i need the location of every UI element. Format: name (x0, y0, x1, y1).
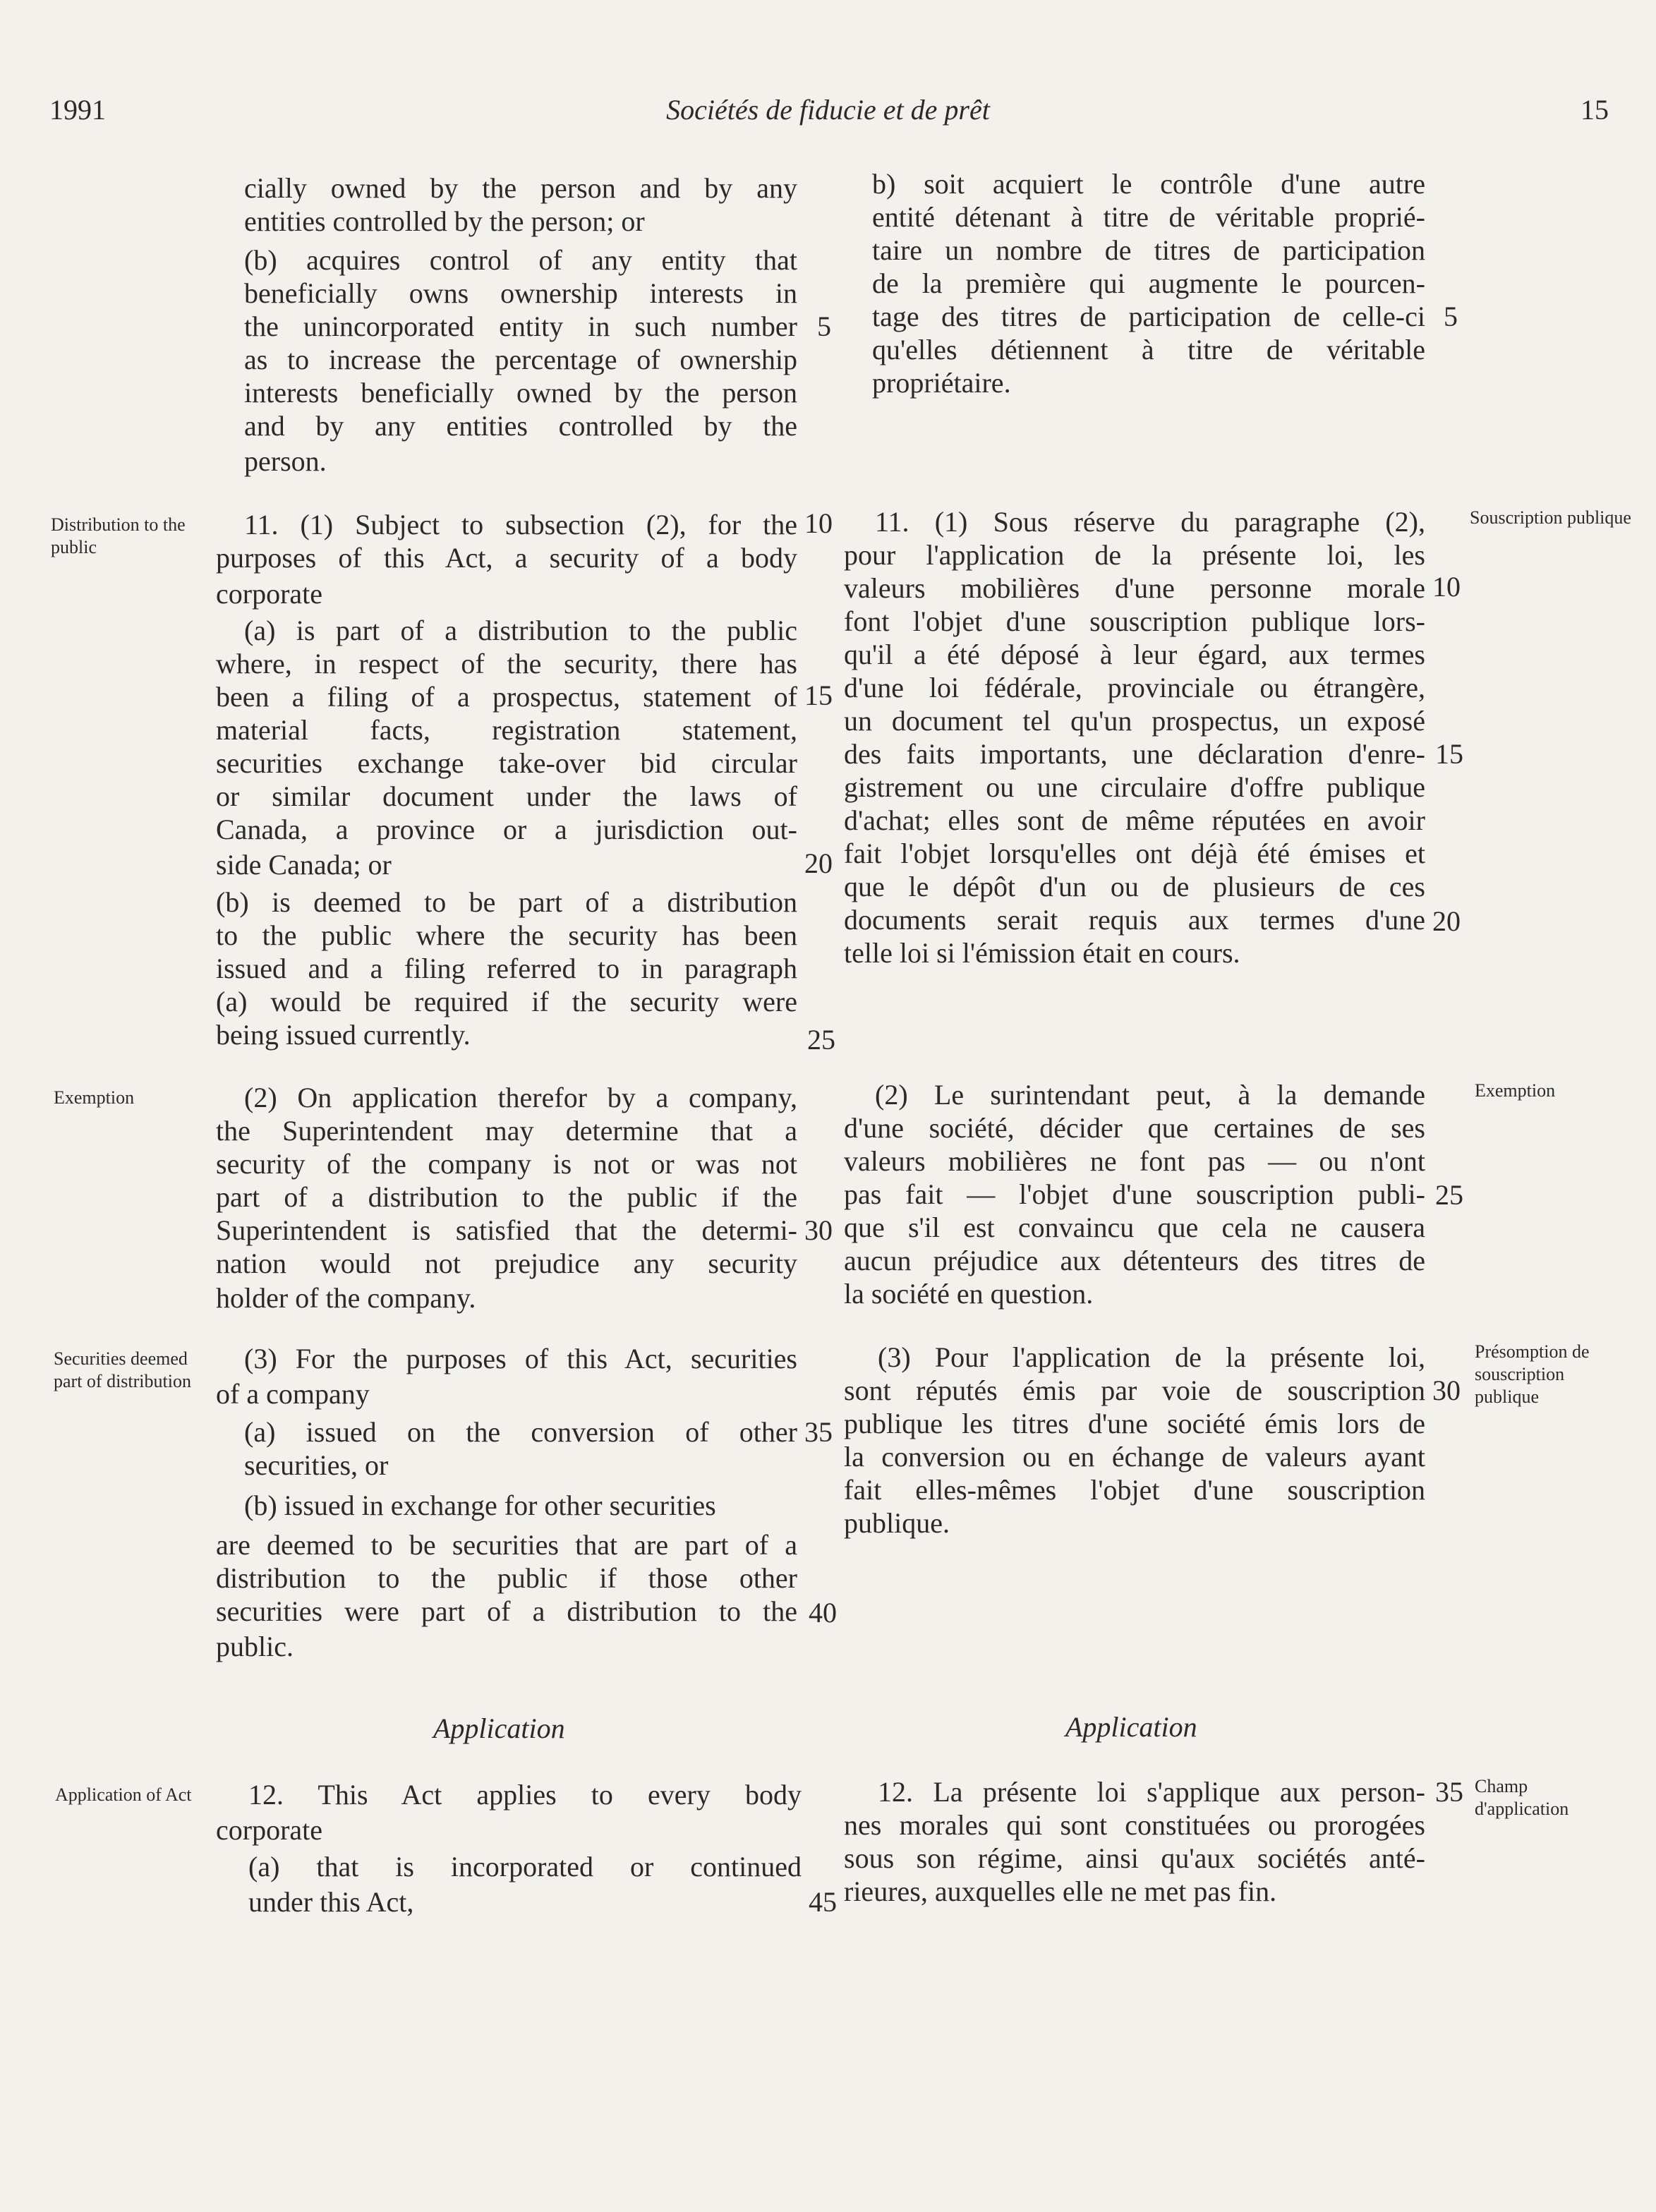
line-number: 25 (807, 1024, 835, 1056)
margin-note-application-fr: Champ d'application (1475, 1776, 1569, 1819)
english-line: entities controlled by the person; or (244, 205, 645, 237)
french-line: la conversion ou en échange de valeurs ayant (844, 1441, 1425, 1473)
french-line: sont réputés émis par voie de souscription (844, 1374, 1425, 1406)
french-line: (2) Le surintendant peut, à la demande (875, 1079, 1425, 1111)
english-line: to the public where the security has been (216, 919, 797, 951)
french-line: font l'objet d'une souscription publique lors- (844, 605, 1425, 637)
margin-note-deemed-en: Securities deemed part of distribution (54, 1348, 191, 1391)
french-line: gistrement ou une circulaire d'offre publique (844, 771, 1425, 803)
french-line: pour l'application de la présente loi, les (844, 539, 1425, 571)
margin-note-exemption-fr: Exemption (1475, 1080, 1556, 1101)
english-line: purposes of this Act, a security of a body (216, 542, 797, 574)
english-line: issued and a filing referred to in paragraph (216, 953, 797, 984)
english-line: as to increase the percentage of ownership (244, 344, 797, 375)
french-line: qu'elles détiennent à titre de véritable (872, 334, 1425, 365)
english-line: side Canada; or (216, 849, 392, 881)
french-line: valeurs mobilières ne font pas — ou n'ont (844, 1145, 1425, 1177)
english-line: securities, or (244, 1449, 389, 1481)
running-title: Sociétés de fiducie et de prêt (666, 94, 990, 126)
french-line: nes morales qui sont constituées ou prorogées (844, 1809, 1425, 1841)
line-number: 10 (804, 507, 833, 539)
english-line: being issued currently. (216, 1019, 471, 1051)
english-line: or similar document under the laws of (216, 780, 797, 812)
french-line: tage des titres de participation de celle-ci (872, 301, 1425, 332)
english-line: (2) On application therefor by a company, (244, 1082, 797, 1113)
english-line: and by any entities controlled by the (244, 410, 797, 442)
french-line: d'achat; elles sont de même réputées en avoir (844, 804, 1425, 836)
line-number: 10 (1432, 571, 1461, 603)
english-line: (b) is deemed to be part of a distribution (216, 886, 797, 918)
english-line: (a) is part of a distribution to the public (244, 615, 797, 646)
french-line: 11. (1) Sous réserve du paragraphe (2), (875, 506, 1425, 538)
line-number: 30 (1432, 1374, 1461, 1406)
french-line: la société en question. (844, 1278, 1094, 1310)
french-line: telle loi si l'émission était en cours. (844, 937, 1240, 969)
english-line: the unincorporated entity in such number (244, 310, 797, 342)
french-line: publique. (844, 1507, 950, 1539)
french-line: fait l'objet lorsqu'elles ont déjà été émises et (844, 838, 1425, 869)
english-line: security of the company is not or was not (216, 1148, 797, 1180)
line-number: 5 (1444, 301, 1458, 332)
french-line: d'une loi fédérale, provinciale ou étrangère, (844, 672, 1425, 703)
french-line: aucun préjudice aux détenteurs des titres de (844, 1245, 1425, 1276)
english-line: (b) acquires control of any entity that (244, 244, 797, 276)
margin-note-distribution-fr: Souscription publique (1470, 507, 1631, 528)
line-number: 15 (804, 679, 833, 711)
english-line: corporate (216, 1814, 323, 1846)
french-line: propriétaire. (872, 367, 1011, 399)
margin-note-exemption-en: Exemption (54, 1087, 135, 1108)
french-line: sous son régime, ainsi qu'aux sociétés anté- (844, 1842, 1425, 1874)
french-line: que le dépôt d'un ou de plusieurs de ces (844, 871, 1425, 902)
english-line: (a) issued on the conversion of other (244, 1416, 797, 1448)
english-line: of a company (216, 1378, 370, 1410)
english-line: public. (216, 1631, 294, 1662)
english-line: (a) would be required if the security were (216, 986, 797, 1017)
english-line: securities were part of a distribution to the (216, 1595, 797, 1627)
year: 1991 (49, 94, 106, 126)
page-number: 15 (1581, 94, 1609, 126)
margin-note-deemed-fr: Présomption de souscription publique (1475, 1341, 1590, 1407)
english-line: nation would not prejudice any security (216, 1247, 797, 1279)
english-line: Superintendent is satisfied that the determi- (216, 1214, 797, 1246)
english-line: beneficially owns ownership interests in (244, 277, 797, 309)
french-line: qu'il a été déposé à leur égard, aux termes (844, 639, 1425, 670)
french-line: que s'il est convaincu que cela ne causera (844, 1211, 1425, 1243)
english-line: under this Act, (248, 1886, 414, 1918)
french-line: publique les titres d'une société émis lors de (844, 1408, 1425, 1439)
english-line: (b) issued in exchange for other securities (244, 1489, 716, 1521)
subhead-application-fr: Application (1065, 1711, 1197, 1743)
english-line: 11. (1) Subject to subsection (2), for the (244, 509, 797, 540)
english-line: cially owned by the person and by any (244, 172, 797, 204)
english-line: distribution to the public if those other (216, 1562, 797, 1594)
margin-note-application-en: Application of Act (55, 1784, 192, 1805)
english-line: person. (244, 445, 327, 477)
english-line: material facts, registration statement, (216, 714, 797, 746)
english-line: (3) For the purposes of this Act, securities (244, 1343, 797, 1374)
line-number: 15 (1435, 738, 1463, 770)
french-line: des faits importants, une déclaration d'enre- (844, 738, 1425, 770)
english-line: are deemed to be securities that are part of a (216, 1529, 797, 1561)
french-line: fait elles-mêmes l'objet d'une souscription (844, 1474, 1425, 1506)
subhead-application-en: Application (433, 1712, 565, 1744)
french-line: entité détenant à titre de véritable proprié- (872, 201, 1425, 233)
french-line: documents serait requis aux termes d'une (844, 904, 1425, 936)
line-number: 35 (1435, 1776, 1463, 1808)
english-line: corporate (216, 578, 323, 610)
line-number: 25 (1435, 1179, 1463, 1211)
line-number: 45 (809, 1886, 837, 1918)
english-line: Canada, a province or a jurisdiction out- (216, 814, 797, 845)
english-line: 12. This Act applies to every body (248, 1779, 802, 1811)
french-line: b) soit acquiert le contrôle d'une autre (872, 168, 1425, 200)
english-line: the Superintendent may determine that a (216, 1115, 797, 1147)
line-number: 30 (804, 1214, 833, 1246)
french-line: de la première qui augmente le pourcen- (872, 267, 1425, 299)
english-line: been a filing of a prospectus, statement of (216, 681, 797, 713)
line-number: 20 (804, 847, 833, 879)
english-line: interests beneficially owned by the person (244, 377, 797, 409)
line-number: 35 (804, 1416, 833, 1448)
french-line: valeurs mobilières d'une personne morale (844, 572, 1425, 604)
french-line: 12. La présente loi s'applique aux person- (878, 1776, 1425, 1808)
english-line: holder of the company. (216, 1282, 476, 1314)
english-line: part of a distribution to the public if the (216, 1181, 797, 1213)
french-line: un document tel qu'un prospectus, un exposé (844, 705, 1425, 737)
margin-note-distribution-en: Distribution to the public (51, 514, 186, 557)
line-number: 5 (817, 310, 831, 342)
english-line: (a) that is incorporated or continued (248, 1851, 802, 1882)
french-line: d'une société, décider que certaines de ses (844, 1112, 1425, 1144)
french-line: (3) Pour l'application de la présente loi, (878, 1341, 1425, 1373)
french-line: taire un nombre de titres de participation (872, 234, 1425, 266)
english-line: where, in respect of the security, there has (216, 648, 797, 679)
line-number: 20 (1432, 905, 1461, 937)
line-number: 40 (809, 1597, 837, 1628)
french-line: pas fait — l'objet d'une souscription publi- (844, 1178, 1425, 1210)
english-line: securities exchange take-over bid circular (216, 747, 797, 779)
french-line: rieures, auxquelles elle ne met pas fin. (844, 1875, 1277, 1907)
